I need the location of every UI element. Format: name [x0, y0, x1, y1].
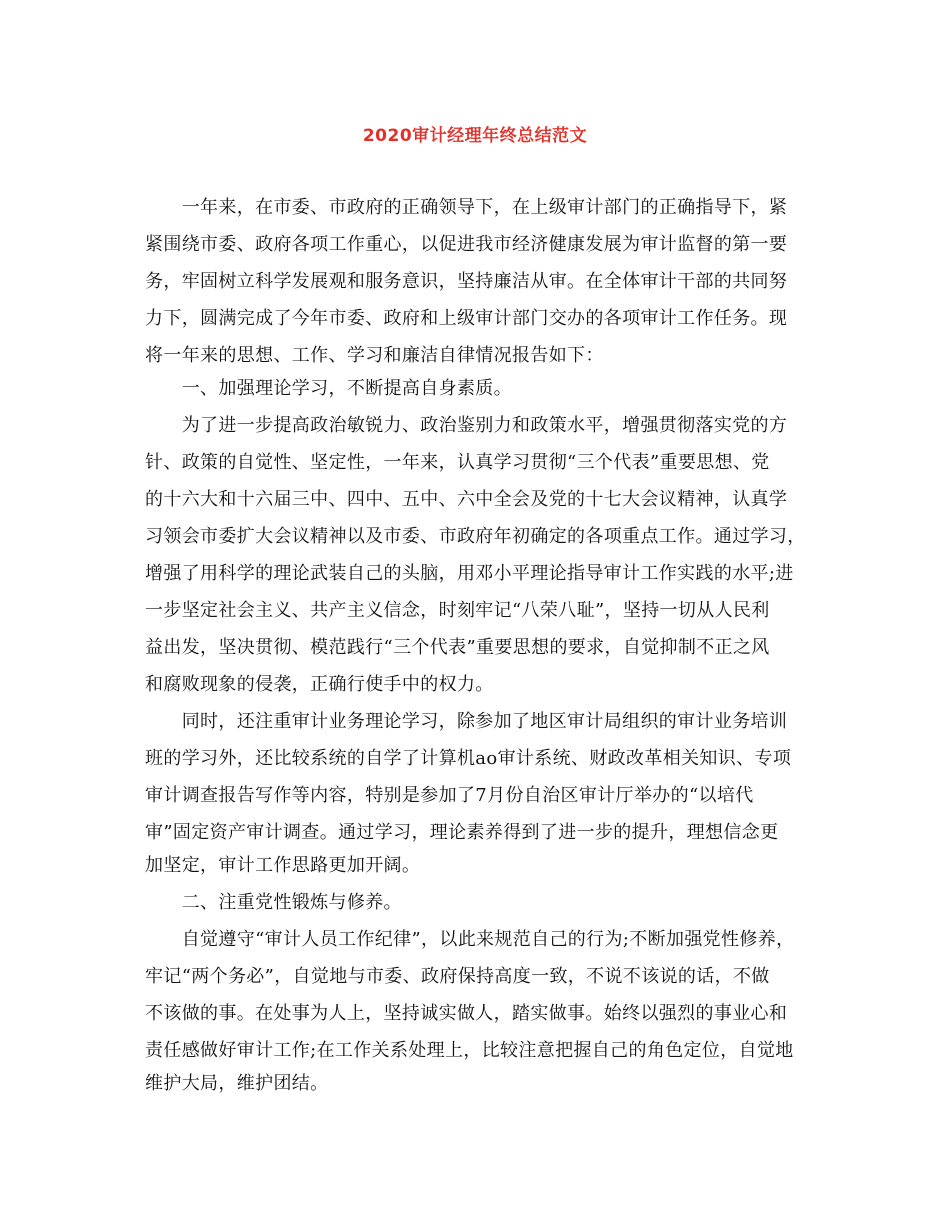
text-line: 针、政策的自觉性、坚定性，一年来，认真学习贯彻“三个代表”重要思想、党	[145, 452, 770, 473]
text-line: 班的学习外，还比较系统的自学了计算机ao审计系统、财政改革相关知识、专项	[145, 748, 792, 769]
text-line: 不该做的事。在处事为人上，坚持诚实做人，踏实做事。始终以强烈的事业心和	[145, 1003, 788, 1024]
document-title: 2020审计经理年终总结范文	[362, 126, 588, 146]
text-line: 一步坚定社会主义、共产主义信念，时刻牢记“八荣八耻”，坚持一切从人民利	[145, 600, 770, 621]
text-line: 审”固定资产审计调查。通过学习，理论素养得到了进一步的提升，理想信念更	[145, 822, 779, 843]
text-line: 习领会市委扩大会议精神以及市委、市政府年初确定的各项重点工作。通过学习，	[145, 526, 806, 547]
text-line: 将一年来的思想、工作、学习和廉洁自律情况报告如下：	[145, 345, 604, 366]
text-line: 为了进一步提高政治敏锐力、政治鉴别力和政策水平，增强贯彻落实党的方	[145, 415, 788, 436]
text-line: 益出发，坚决贯彻、模范践行“三个代表”重要思想的要求，自觉抑制不正之风	[145, 637, 770, 658]
text-line: 增强了用科学的理论武装自己的头脑，用邓小平理论指导审计工作实践的水平;进	[145, 563, 794, 584]
text-line: 的十六大和十六届三中、四中、五中、六中全会及党的十七大会议精神，认真学	[145, 489, 788, 510]
text-line: 审计调查报告写作等内容，特别是参加了7月份自治区审计厅举办的“以培代	[145, 785, 754, 806]
text-line: 务，牢固树立科学发展观和服务意识，坚持廉洁从审。在全体审计干部的共同努	[145, 271, 788, 292]
text-line: 责任感做好审计工作;在工作关系处理上，比较注意把握自己的角色定位，自觉地	[145, 1040, 794, 1061]
text-line: 自觉遵守“审计人员工作纪律”，以此来规范自己的行为;不断加强党性修养，	[145, 929, 795, 950]
text-line: 加坚定，审计工作思路更加开阔。	[145, 855, 421, 876]
text-line: 同时，还注重审计业务理论学习，除参加了地区审计局组织的审计业务培训	[145, 711, 788, 732]
text-line: 维护大局，维护团结。	[145, 1073, 329, 1094]
section-heading: 二、注重党性锻炼与修养。	[145, 892, 402, 913]
text-line: 一年来，在市委、市政府的正确领导下，在上级审计部门的正确指导下，紧	[145, 197, 788, 218]
text-line: 牢记“两个务必”，自觉地与市委、政府保持高度一致，不说不该说的话，不做	[145, 966, 770, 987]
section-heading: 一、加强理论学习，不断提高自身素质。	[145, 378, 512, 399]
text-line: 和腐败现象的侵袭，正确行使手中的权力。	[145, 674, 494, 695]
text-line: 紧围绕市委、政府各项工作重心，以促进我市经济健康发展为审计监督的第一要	[145, 234, 788, 255]
text-line: 力下，圆满完成了今年市委、政府和上级审计部门交办的各项审计工作任务。现	[145, 308, 788, 329]
